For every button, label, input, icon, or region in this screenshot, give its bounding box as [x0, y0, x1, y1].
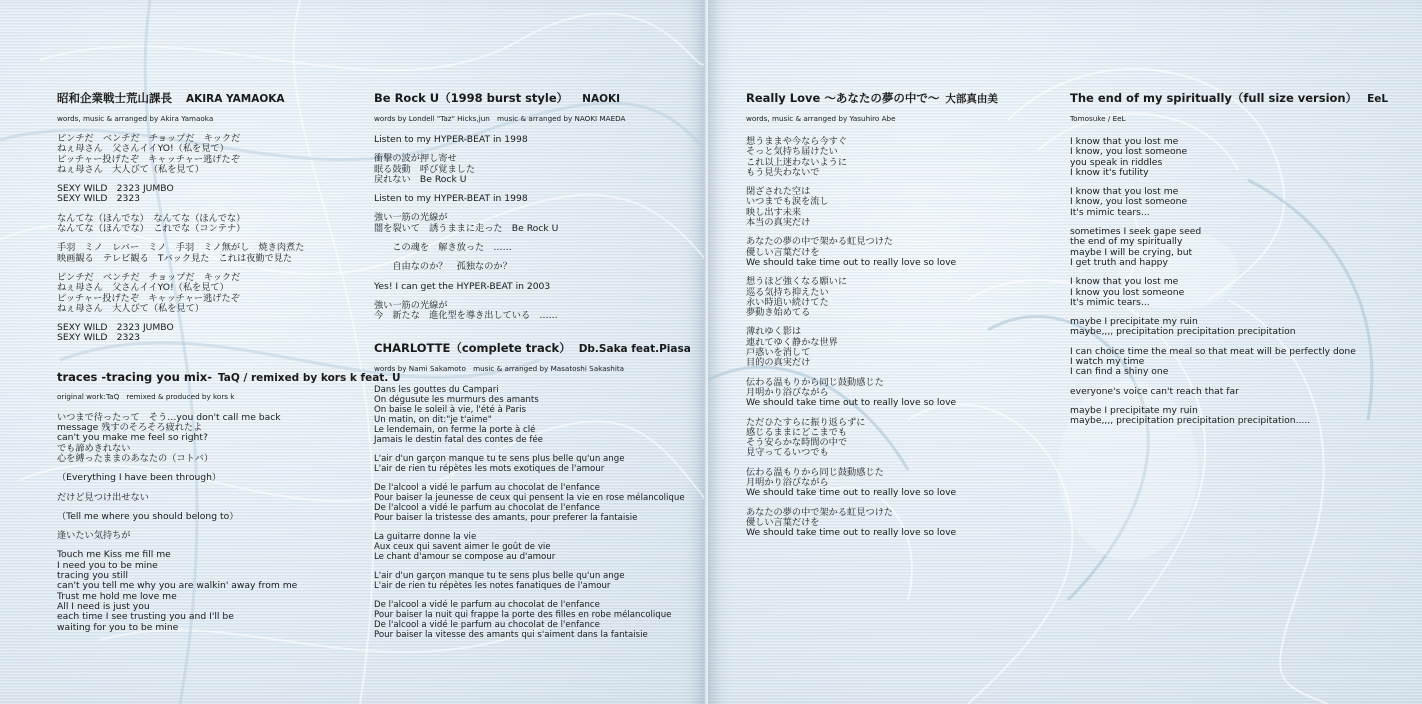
lyric-stanza	[374, 532, 691, 562]
lyric-line: 今 新たな 進化型を導き出している ……	[374, 310, 558, 322]
lyric-line: 夢動き始めてる	[746, 307, 811, 319]
lyric-line: L'air d'un garçon manque tu te sens plus belle qu'un ange	[374, 570, 625, 581]
lyrics	[57, 134, 400, 344]
lyric-line: It's mimic tears...	[1070, 206, 1150, 218]
lyrics	[746, 137, 998, 539]
song-title	[374, 90, 691, 106]
song-title-text: CHARLOTTE（complete track）	[374, 340, 571, 355]
lyric-stanza	[746, 277, 998, 318]
lyric-line: ピンチだ ベンチだ チョップだ キックだ	[57, 133, 241, 144]
lyric-line: Trust me hold me love me	[57, 590, 177, 602]
lyric-stanza	[57, 413, 400, 464]
song-credits: original work:TaQ remixed & produced by kors k	[57, 391, 235, 401]
lyric-stanza	[57, 493, 400, 503]
lyrics	[374, 385, 691, 640]
lyric-line: I know, you lost someone	[1070, 196, 1188, 208]
right-page	[708, 0, 1422, 704]
lyric-line: can't you make me feel so right?	[57, 432, 208, 444]
column-1	[57, 90, 400, 642]
lyric-stanza	[1070, 187, 1388, 218]
lyric-stanza	[374, 243, 691, 253]
song-credits: Tomosuke / EeL	[1070, 114, 1126, 123]
column-4	[1070, 90, 1388, 436]
song-artist: Db.Saka feat.Piasa	[578, 342, 691, 355]
lyric-stanza	[57, 323, 400, 344]
lyric-stanza	[1070, 387, 1388, 397]
lyric-line: La guitarre donne la vie	[374, 531, 477, 542]
lyric-line: L'air de rien tu répètes les notes fanatiques de l'amour	[374, 580, 611, 591]
song-title	[746, 90, 998, 106]
lyric-line: the end of my spiritually	[1070, 236, 1183, 248]
lyric-line: I know, you lost someone	[1070, 146, 1188, 158]
left-page	[0, 0, 706, 704]
song-artist: EeL	[1367, 93, 1389, 105]
lyric-line: De l'alcool a vidé le parfum au chocolat de l'enfance	[374, 599, 600, 610]
song-artist: TaQ / remixed by kors k feat. U	[217, 371, 401, 384]
lyric-line: なんてな（ほんでな） これでな（コンテナ）	[57, 223, 246, 235]
lyric-stanza	[374, 282, 691, 292]
lyric-stanza	[746, 327, 998, 368]
lyric-line: 衝撃の波が押し寄せ	[374, 153, 457, 165]
song-title-text: 昭和企業戦士荒山課長	[57, 91, 172, 105]
lyric-stanza	[374, 600, 691, 640]
lyric-line: SEXY WILD 2323 JUMBO	[57, 183, 174, 195]
lyric-stanza	[746, 508, 998, 539]
lyric-line: （Everything I have been through）	[57, 472, 222, 484]
lyric-line: tracing you still	[57, 570, 129, 582]
lyric-line: 強い一筋の光線が	[374, 299, 448, 311]
lyric-line: Pour baiser la jeunesse de ceux qui pensent la vie en rose mélancolique	[374, 492, 685, 503]
song-title-text: traces -tracing you mix-	[57, 369, 212, 384]
song-title	[57, 370, 400, 384]
lyric-stanza	[1070, 277, 1388, 308]
lyric-stanza	[746, 237, 998, 268]
lyric-line: 目的の真実だけ	[746, 357, 811, 369]
lyric-stanza	[57, 243, 400, 264]
lyric-line: De l'alcool a vidé le parfum au chocolat de l'enfance	[374, 619, 600, 630]
lyric-line: 見守ってるいつでも	[746, 447, 829, 459]
lyric-line: いつまで待ったって そう…you don't call me back	[57, 411, 281, 423]
lyric-line: Dans les gouttes du Campari	[374, 384, 499, 395]
lyric-stanza	[374, 135, 691, 145]
lyric-line: 戻れない Be Rock U	[374, 173, 467, 185]
lyric-line: 閉ざされた空は	[746, 186, 811, 198]
lyric-line: ピッチャー投げたぞ キャッチャー逃げたぞ	[57, 292, 240, 304]
lyric-stanza	[374, 301, 691, 322]
lyric-line: L'air de rien tu répètes les mots exotiques de l'amour	[374, 463, 605, 474]
lyric-line: そっと気持ち届けたい	[746, 146, 838, 158]
song-section	[374, 90, 691, 322]
lyric-stanza	[374, 213, 691, 234]
song-credits: words by Londell "Taz" Hicks,jun music & arranged by NAOKI MAEDA	[374, 114, 626, 123]
lyric-line: この魂を 解き放った ……	[374, 242, 512, 254]
lyric-stanza	[57, 273, 400, 314]
lyric-line: Aux ceux qui savent aimer le goût de vie	[374, 541, 551, 552]
lyric-stanza	[746, 137, 998, 178]
lyric-line: 映し出す未来	[746, 206, 802, 218]
song-title	[57, 90, 400, 106]
lyric-line: Un matin, on dit:"je t'aime"	[374, 414, 492, 425]
lyric-stanza	[57, 512, 400, 522]
lyric-line: sometimes I seek gape seed	[1070, 226, 1202, 238]
column-3	[746, 90, 998, 548]
lyric-line: 心を縛ったままのあなたの（コトバ）	[57, 452, 214, 464]
lyric-stanza	[374, 454, 691, 474]
song-artist: 大部真由美	[945, 93, 998, 105]
lyric-line: I know that you lost me	[1070, 276, 1179, 288]
lyric-line: 優しい言葉だけを	[746, 516, 820, 528]
lyric-line: maybe I precipitate my ruin	[1070, 404, 1198, 416]
lyric-line: each time I see trusting you and I'll be	[57, 611, 234, 623]
lyric-line: もう見失わないで	[746, 166, 820, 178]
song-section	[374, 340, 691, 640]
song-artist: AKIRA YAMAOKA	[186, 93, 285, 105]
lyric-line: 優しい言葉だけを	[746, 246, 820, 258]
song-credits: words by Nami Sakamoto music & arranged by Masatoshi Sakashita	[374, 363, 625, 373]
lyric-stanza	[1070, 347, 1388, 378]
lyric-line: I know it's futility	[1070, 166, 1149, 178]
lyric-stanza	[57, 184, 400, 205]
lyric-line: I know you lost someone	[1070, 286, 1185, 298]
lyric-line: De l'alcool a vidé le parfum au chocolat de l'enfance	[374, 502, 600, 513]
lyric-line: maybe I precipitate my ruin	[1070, 316, 1198, 328]
lyric-stanza	[1070, 317, 1388, 338]
song-title-text: Really Love ～あなたの夢の中で～	[746, 91, 940, 105]
lyric-line: De l'alcool a vidé le parfum au chocolat de l'enfance	[374, 482, 600, 493]
lyric-line: Le lendemain, on ferme la porte à clé	[374, 424, 536, 435]
lyric-line: そう安らかな時間の中で	[746, 437, 848, 449]
lyrics	[1070, 137, 1388, 427]
lyric-line: あなたの夢の中で架かる虹見つけた	[746, 236, 893, 248]
lyric-stanza	[746, 187, 998, 228]
lyric-stanza	[1070, 137, 1388, 178]
lyric-line: SEXY WILD 2323 JUMBO	[57, 322, 174, 334]
lyric-line: Listen to my HYPER-BEAT in 1998	[374, 193, 528, 205]
lyric-line: We should take time out to really love so love	[746, 397, 957, 409]
lyric-line: 強い一筋の光線が	[374, 212, 448, 224]
lyric-line: I can find a shiny one	[1070, 366, 1169, 378]
song-artist: NAOKI	[582, 93, 621, 105]
song-title-text: Be Rock U（1998 burst style）	[374, 91, 569, 105]
lyrics	[374, 135, 691, 322]
lyric-line: message 残すのそろそろ疲れたよ	[57, 422, 203, 434]
song-credits: words, music & arranged by Yasuhiro Abe	[746, 114, 896, 123]
lyric-line: 自由なのか？ 孤独なのか？	[374, 261, 512, 273]
lyric-stanza	[374, 262, 691, 272]
lyric-line: We should take time out to really love so love	[746, 527, 957, 539]
lyric-line: SEXY WILD 2323	[57, 193, 141, 205]
song-title-text: The end of my spiritually（full size version）	[1070, 91, 1358, 105]
lyric-line: ねぇ母さん 父さんイイYO!（私を見て）	[57, 143, 229, 155]
lyric-line: Jamais le destin fatal des contes de fée	[374, 434, 543, 445]
lyric-line: 本当の真実だけ	[746, 217, 811, 229]
column-2	[374, 90, 691, 649]
lyric-line: 巡る気持ち抑えたい	[746, 286, 829, 298]
lyric-line: 連れてゆく静かな世界	[746, 336, 838, 348]
lyric-line: ピンチだ ベンチだ チョップだ キックだ	[57, 271, 241, 283]
lyric-line: maybe,,,, precipitation precipitation precipitation	[1070, 326, 1296, 338]
song-section	[57, 370, 400, 633]
lyric-line: everyone's voice can't reach that far	[1070, 385, 1239, 397]
lyric-stanza	[57, 473, 400, 483]
lyric-stanza	[1070, 406, 1388, 427]
lyric-stanza	[374, 385, 691, 445]
lyric-line: 伝わる温もりから同じ鼓動感じた	[746, 376, 884, 388]
lyric-line: Le chant d'amour se compose au d'amour	[374, 551, 556, 562]
lyric-line: だけど見つけ出せない	[57, 491, 149, 503]
lyric-line: 永い時追い続けてた	[746, 296, 829, 308]
lyric-line: waiting for you to be mine	[57, 621, 179, 633]
lyric-line: でも諦めきれない	[57, 442, 131, 454]
song-section	[1070, 90, 1388, 427]
lyric-line: We should take time out to really love so love	[746, 487, 957, 499]
lyric-line: （Tell me where you should belong to）	[57, 510, 239, 522]
lyric-stanza	[746, 378, 998, 409]
lyric-stanza	[57, 531, 400, 541]
lyric-line: これ以上迷わないように	[746, 156, 848, 168]
lyric-stanza	[746, 418, 998, 459]
lyric-line: 映画観る テレビ観る Tバック見た これは夜勤で見た	[57, 252, 293, 264]
lyric-line: ねぇ母さん 大人びて（私を見て）	[57, 302, 204, 314]
lyric-line: 感じるままにどこまでも	[746, 426, 848, 438]
lyric-line: ねぇ母さん 父さんイイYO!（私を見て）	[57, 282, 229, 294]
lyric-stanza	[374, 483, 691, 523]
lyric-line: I know that you lost me	[1070, 136, 1179, 147]
lyric-line: maybe,,,, precipitation precipitation precipitation.....	[1070, 415, 1311, 427]
lyric-stanza	[746, 468, 998, 499]
lyric-line: 戸惑いを消して	[746, 347, 811, 359]
lyric-stanza	[57, 550, 400, 632]
lyric-line: 伝わる温もりから同じ鼓動感じた	[746, 466, 884, 478]
song-section	[746, 90, 998, 539]
lyric-line: On baise le soleil à vie, l'été à Paris	[374, 404, 526, 415]
lyric-line: 月明かり浴びながら	[746, 477, 829, 489]
song-title	[1070, 90, 1388, 106]
lyric-line: maybe I will be crying, but	[1070, 246, 1193, 258]
lyric-stanza	[1070, 227, 1388, 268]
lyric-line: 薄れゆく影は	[746, 326, 802, 338]
lyric-line: なんてな（ほんでな） なんてな（ほんでな）	[57, 212, 246, 224]
lyric-line: can't you tell me why you are walkin' away from me	[57, 580, 298, 592]
lyric-line: いつまでも涙を流し	[746, 196, 829, 208]
lyric-line: 逢いたい気持ちが	[57, 530, 131, 542]
lyric-line: Listen to my HYPER-BEAT in 1998	[374, 134, 528, 145]
lyric-line: 想うほど強くなる願いに	[746, 276, 848, 288]
lyric-line: 想うままや今なら今すぐ	[746, 136, 848, 147]
lyric-line: Touch me Kiss me fill me	[57, 549, 171, 561]
lyric-line: ただひたすらに振り返らずに	[746, 416, 866, 428]
lyric-line: you speak in riddles	[1070, 156, 1163, 168]
lyric-line: Pour baiser la vitesse des amants qui s'aiment dans la fantaisie	[374, 629, 648, 640]
lyrics	[57, 413, 400, 633]
lyric-line: 月明かり浴びながら	[746, 386, 829, 398]
lyric-line: Pour baiser la nuit qui frappe la porte des filles en robe mélancolique	[374, 609, 672, 620]
lyric-stanza	[57, 214, 400, 235]
lyric-line: I get truth and happy	[1070, 256, 1168, 268]
lyric-stanza	[57, 134, 400, 175]
lyric-line: I watch my time	[1070, 356, 1145, 368]
lyric-line: I need you to be mine	[57, 559, 158, 571]
lyric-line: ねぇ母さん 大人びて（私を見て）	[57, 163, 204, 175]
lyric-line: I can choice time the meal so that meat will be perfectly done	[1070, 345, 1356, 357]
lyric-line: I know that you lost me	[1070, 186, 1179, 198]
lyric-stanza	[374, 571, 691, 591]
lyric-line: We should take time out to really love so love	[746, 256, 957, 268]
lyric-line: Pour baiser la tristesse des amants, pour preferer la fantaisie	[374, 512, 638, 523]
song-title	[374, 340, 691, 356]
lyric-line: It's mimic tears...	[1070, 296, 1150, 308]
lyric-line: All I need is just you	[57, 600, 150, 612]
lyric-line: あなたの夢の中で架かる虹見つけた	[746, 506, 893, 518]
lyric-line: 手羽 ミノ レバー ミノ 手羽 ミノ無がし 焼き肉煮た	[57, 242, 305, 254]
lyric-line: Yes! I can get the HYPER-BEAT in 2003	[374, 280, 551, 292]
lyric-stanza	[374, 154, 691, 185]
lyric-line: L'air d'un garçon manque tu te sens plus belle qu'un ange	[374, 453, 625, 464]
lyric-stanza	[374, 194, 691, 204]
song-section	[57, 90, 400, 344]
lyric-line: ピッチャー投げたぞ キャッチャー逃げたぞ	[57, 153, 240, 165]
lyric-line: 眠る鼓動 呼び覚ました	[374, 163, 476, 175]
song-credits: words, music & arranged by Akira Yamaoka	[57, 114, 214, 123]
lyric-line: On dégusute les murmurs des amants	[374, 394, 539, 405]
lyric-line: 闇を裂いて 誘うままに走った Be Rock U	[374, 222, 559, 234]
lyric-line: SEXY WILD 2323	[57, 332, 141, 344]
